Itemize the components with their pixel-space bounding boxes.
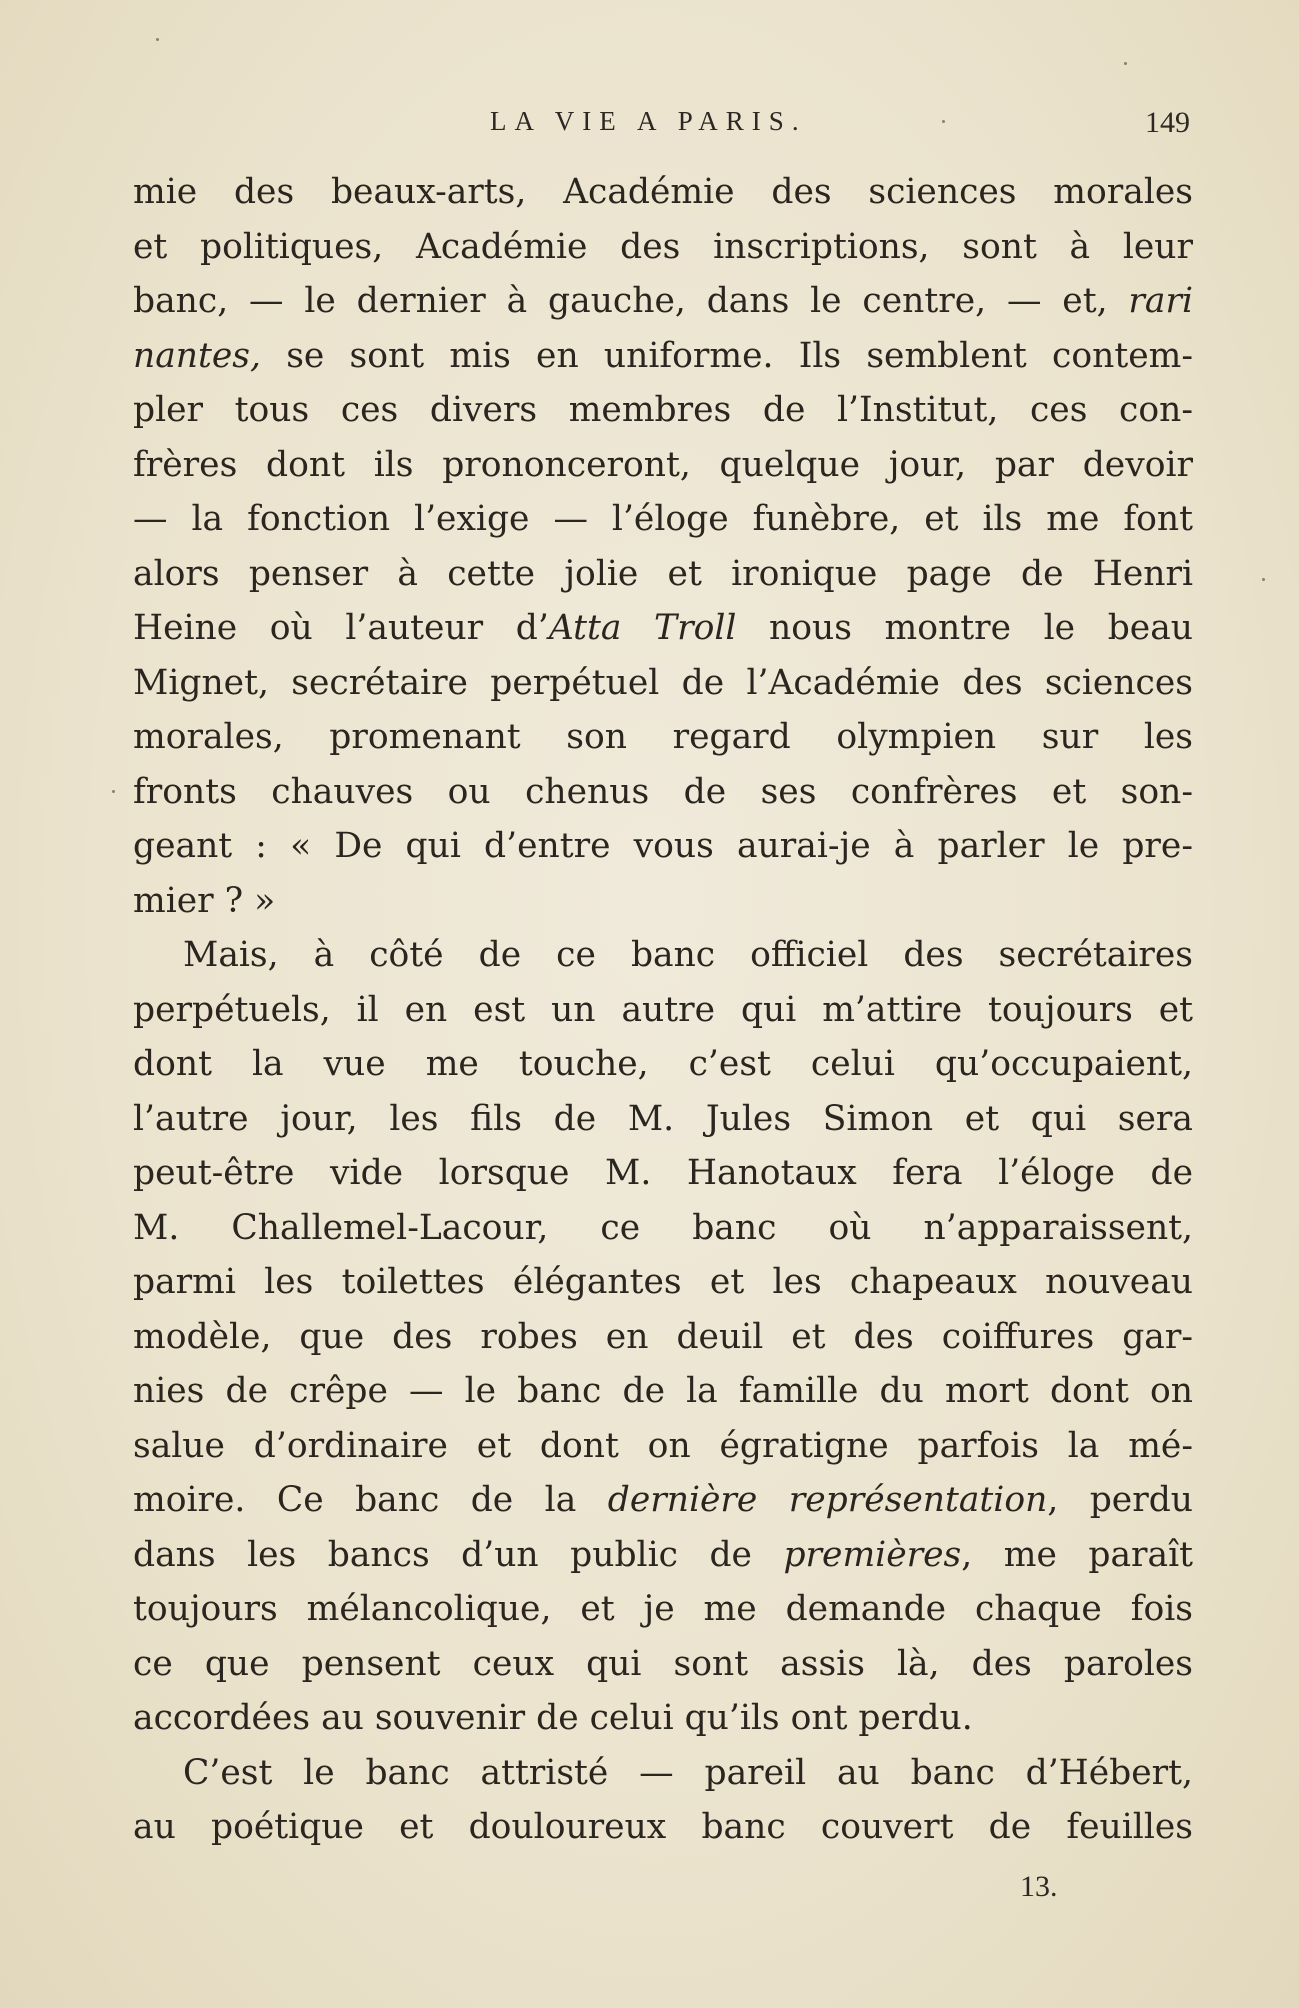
paper-speck (156, 38, 159, 41)
text-line: dont la vue me touche, c’est celui qu’occupaient, (133, 1044, 1193, 1084)
paper-speck (112, 790, 115, 793)
text-segment: , perdu (1047, 1480, 1193, 1520)
text-line: frères dont ils prononceront, quelque jour, par devoir (133, 444, 1193, 485)
text-segment: Heine où l’auteur d’ (133, 608, 549, 648)
paragraph-2 (133, 928, 1193, 1746)
running-head-title: LA VIE A PARIS. (490, 106, 807, 136)
text-line: l’autre jour, les fils de M. Jules Simon et qui sera (133, 1098, 1193, 1139)
text-line: peut-être vide lorsque M. Hanotaux fera l’éloge de (133, 1153, 1193, 1193)
body-text (133, 165, 1193, 1855)
text-line: mier ? » (133, 880, 276, 921)
text-line: nies de crêpe — le banc de la famille du mort dont on (133, 1371, 1193, 1411)
text-segment: nous montre le beau (769, 608, 1193, 648)
text-line: mie des beaux-arts, Académie des sciences morales (133, 172, 1193, 212)
text-line: alors penser à cette jolie et ironique page de Henri (133, 553, 1193, 594)
running-head (138, 106, 1190, 146)
italic-derniere-representation: dernière représentation (607, 1480, 1048, 1520)
text-line: morales, promenant son regard olympien sur les (133, 717, 1193, 757)
paper-speck (1124, 62, 1127, 65)
text-line (133, 601, 1193, 656)
text-line: fronts chauves ou chenus de ses confrères et son- (133, 771, 1193, 812)
text-segment: banc, — le dernier à gauche, dans le centre, — et, (133, 281, 1108, 321)
text-line: C’est le banc attristé — pareil au banc d’Hébert, (183, 1752, 1193, 1793)
text-line (133, 1528, 1193, 1583)
text-line: et politiques, Académie des inscriptions, sont à leur (133, 226, 1193, 267)
paper-speck (1262, 578, 1265, 581)
text-segment: se sont mis en uniforme. Ils semblent contem- (286, 335, 1193, 376)
text-segment: moire. Ce banc de la (133, 1480, 577, 1520)
text-line (133, 1473, 1193, 1528)
text-line: pler tous ces divers membres de l’Institut, ces con- (133, 390, 1193, 430)
signature-mark: 13. (1020, 1870, 1058, 1903)
text-line: au poétique et douloureux banc couvert de feuilles (133, 1807, 1193, 1847)
text-line: toujours mélancolique, et je me demande chaque fois (133, 1589, 1193, 1629)
text-line: Mignet, secrétaire perpétuel de l’Académie des sciences (133, 662, 1193, 703)
italic-nantes: nantes, (133, 335, 261, 376)
text-segment: , me paraît (961, 1534, 1193, 1575)
text-line (133, 274, 1193, 329)
italic-premieres: premières (783, 1534, 962, 1575)
text-line: accordées au souvenir de celui qu’ils ont perdu. (133, 1698, 973, 1738)
text-line: modèle, que des robes en deuil et des coiffures gar- (133, 1316, 1193, 1357)
text-line (133, 329, 1193, 384)
text-line: salue d’ordinaire et dont on égratigne parfois la mé- (133, 1425, 1193, 1466)
italic-rari: rari (1128, 281, 1193, 321)
text-line: perpétuels, il en est un autre qui m’attire toujours et (133, 989, 1193, 1030)
paragraph-1 (133, 165, 1193, 928)
text-line: M. Challemel-Lacour, ce banc où n’apparaissent, (133, 1207, 1193, 1248)
text-line: ce que pensent ceux qui sont assis là, des paroles (133, 1643, 1193, 1684)
italic-atta-troll: Atta Troll (548, 608, 737, 648)
text-line: Mais, à côté de ce banc officiel des secrétaires (183, 935, 1193, 975)
paragraph-3 (133, 1746, 1193, 1855)
text-segment: dans les bancs d’un public de (133, 1534, 752, 1575)
text-line: — la fonction l’exige — l’éloge funèbre, et ils me font (133, 499, 1193, 539)
text-line: geant : « De qui d’entre vous aurai-je à parler le pre- (133, 826, 1193, 866)
text-line: parmi les toilettes élégantes et les chapeaux nouveau (133, 1262, 1193, 1302)
page-number: 149 (1145, 106, 1190, 139)
